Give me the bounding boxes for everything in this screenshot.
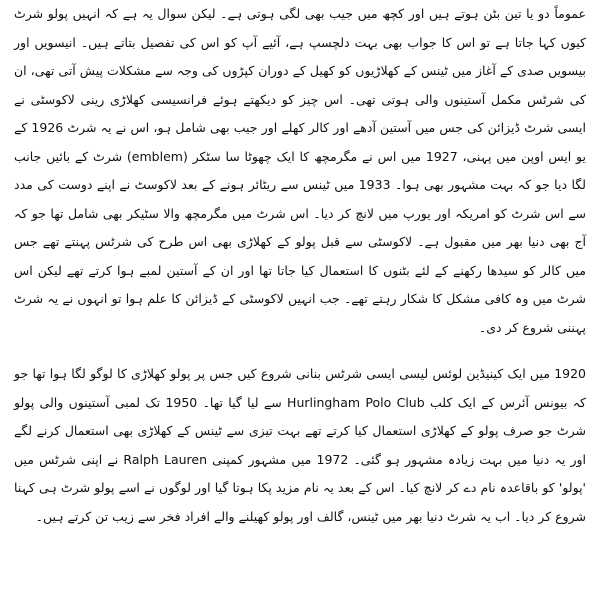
article-paragraph-1: عموماً دو یا تین بٹن ہوتے ہیں اور کچھ میں جیب بھی لگی ہوتی ہے۔ لیکن سوال یہ ہے کہ انہیں پولو شرٹ کیوں کہا جاتا ہے تو اس کا جواب بھی بہت دلچسپ ہے، آئیے آپ کو اس کی تفصیل بتاتے ہیں۔ انیسویں اور بیسویں صدی کے آغاز میں ٹینس کے کھلاڑیوں کو کھیل کے دوران کپڑوں کی وجہ سے مشکلات پیش آتی تھی، ان کی شرٹس مکمل آستینوں والی ہوتی تھی۔ اس چیز کو دیکھتے ہوئے فرانسیسی کھلاڑی رینی لاکوسٹی نے ایسی شرٹ ڈیزائن کی جس میں آستین آدھے اور کالر کھلے اور جیب بھی شامل ہو، اس نے یہ شرٹ 1926 کے یو ایس اوپن میں پہنی، 1927 میں اس نے مگرمچھ کا ایک چھوٹا سا سٹکر (emblem) شرٹ کے بائیں جانب لگا دیا جو کہ بہت مشہور بھی ہوا۔ 1933 میں ٹینس سے ریٹائر ہونے کے بعد لاکوسٹ نے اپنے دوست کی مدد سے اس شرٹ کو امریکہ اور یورپ میں لانچ کر دیا۔ اس شرٹ میں مگرمچھ والا سٹیکر بھی شامل تھا جو کہ آج بھی دنیا بھر میں مقبول ہے۔ لاکوسٹی سے قبل پولو کے کھلاڑی بھی اس طرح کی شرٹس پہنتے تھے جس میں کالر کو سیدھا رکھنے کے لئے بٹنوں کا استعمال کیا جاتا تھا اور ان کے آستین لمبے ہوا کرتے تھے لیکن اس شرٹ میں وہ کافی مشکل کا شکار رہتے تھے۔ جب انہیں لاکوسٹی کے ڈیزائن کا علم ہوا تو انہوں نے یہ شرٹ پہننی شروع کر دی۔	[14, 6, 586, 335]
article-paragraph-2: 1920 میں ایک کینیڈین لوئس لیسی ایسی شرٹس بنانی شروع کیں جس پر پولو کھلاڑی کا لوگو لگا ہوا تھا جو کہ بیونس آئرس کے ایک کلب Hurlingham Polo Club سے لیا گیا تھا۔ 1950 تک لمبی آستینوں والی پولو شرٹ جو صرف پولو کے کھلاڑی استعمال کیا کرتے تھے بہت تیزی سے ٹینس کے کھلاڑی بھی استعمال کرنے لگے اور یہ دنیا میں بہت زیادہ مشہور ہو گئی۔ 1972 میں مشہور کمپنی Ralph Lauren نے اپنی شرٹس میں 'پولو' کو باقاعدہ نام دے کر لانچ کیا۔ اس کے بعد یہ نام مزید پکا ہوتا گیا اور لوگوں نے اسے پولو شرٹ ہی کہنا شروع کر دیا۔ اب یہ شرٹ دنیا بھر میں ٹینس، گالف اور پولو کھیلنے والے افراد فخر سے زیب تن کرتے ہیں۔	[14, 366, 587, 524]
